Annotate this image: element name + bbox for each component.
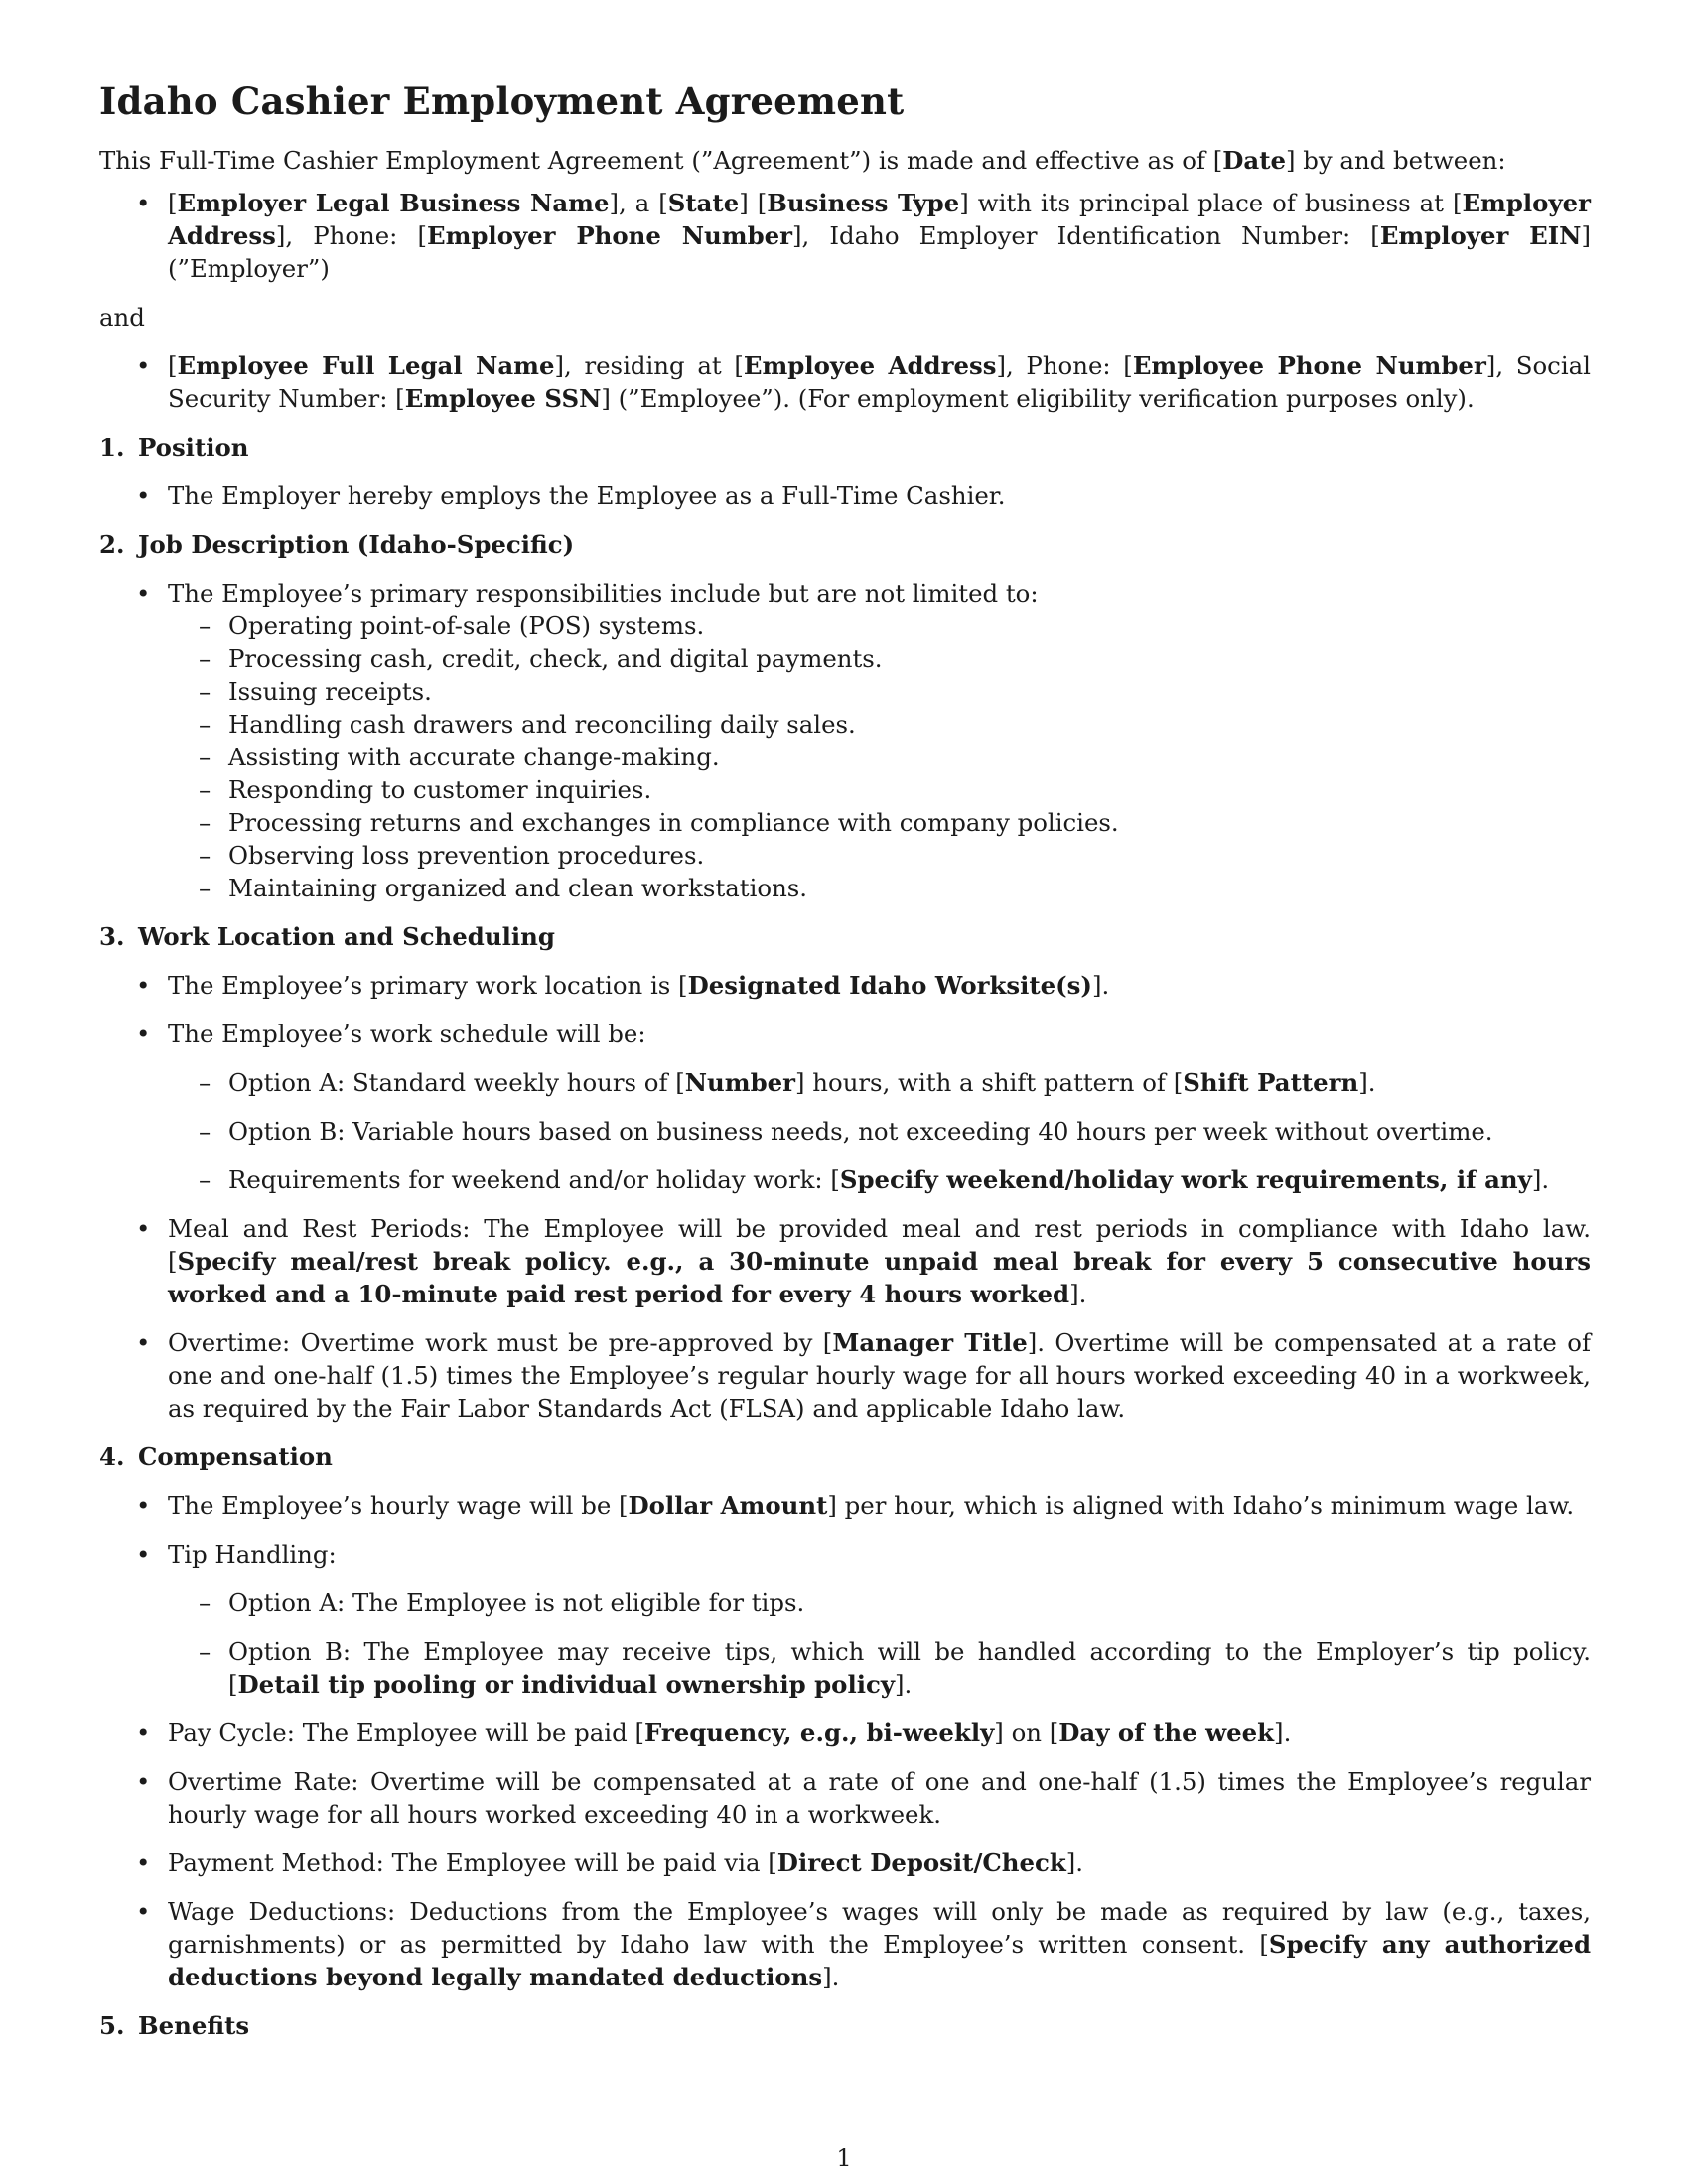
hours-placeholder: Number [684, 1068, 796, 1097]
section-heading-position [99, 431, 1591, 464]
schedule-lead: The Employee’s work schedule will be: [168, 1020, 646, 1048]
text: The Employee’s primary work location is [ [168, 971, 688, 1000]
employee-address-placeholder: Employee Address [743, 351, 997, 380]
shift-pattern-placeholder: Shift Pattern [1183, 1068, 1359, 1097]
text: ], a [ [609, 189, 668, 217]
section-title: Benefits [138, 2011, 250, 2040]
text: Wage Deductions: Deductions from the Employee’s wages will only be made as required by law (e.g., taxes, garnishments) or as permitted by Idaho law with the Employee’s written consent. [ [168, 1897, 1591, 1959]
section-title: Work Location and Scheduling [138, 922, 555, 951]
deductions-placeholder: Specify any authorized deductions beyond legally mandated deductions [168, 1930, 1592, 1991]
list-item [168, 1846, 1591, 1879]
text: Overtime: Overtime work must be pre-approved by [ [168, 1328, 833, 1357]
text: Requirements for weekend and/or holiday work: [ [228, 1165, 840, 1194]
section-title: Position [138, 433, 249, 462]
text: ] with its principal place of business at [ [959, 189, 1463, 217]
section-number: 1. [99, 433, 125, 462]
list-item [168, 1895, 1591, 1993]
text: ]. Overtime will be compensated at a rate of one and one-half (1.5) times the Employee’s regular hourly wage for all hours worked exceeding 40 in a workweek, as required by the Fair Labor Standards Act (FLSA) and applicable Idaho law. [168, 1328, 1591, 1423]
employer-address-placeholder: Employer Address [168, 189, 1591, 250]
section-heading-work-location [99, 920, 1591, 953]
list-item [168, 969, 1591, 1002]
tip-options-list [168, 1586, 1591, 1701]
list-item: – Maintaining organized and clean workstations. [228, 872, 1591, 904]
list-item: – Processing cash, credit, check, and digital payments. [228, 642, 1591, 675]
tip-handling-lead: Tip Handling: [168, 1540, 337, 1569]
list-item: – Responding to customer inquiries. [228, 773, 1591, 806]
section-number: 3. [99, 922, 125, 951]
text: ], Phone: [ [275, 221, 427, 250]
text: ]. [1069, 1280, 1087, 1308]
text: ] (”Employee”). (For employment eligibility verification purposes only). [601, 384, 1475, 413]
list-item [168, 577, 1591, 904]
text: ]. [1358, 1068, 1376, 1097]
pay-day-placeholder: Day of the week [1058, 1718, 1275, 1747]
section-title: Compensation [138, 1442, 333, 1471]
list-item [168, 1716, 1591, 1749]
section-title: Job Description (Idaho-Specific) [138, 530, 575, 559]
employee-name-placeholder: Employee Full Legal Name [177, 351, 555, 380]
schedule-options-list [168, 1066, 1591, 1196]
text: ]. [822, 1963, 840, 1991]
dollar-amount-placeholder: Dollar Amount [628, 1491, 828, 1520]
employer-phone-placeholder: Employer Phone Number [426, 221, 792, 250]
text: [ [168, 351, 178, 380]
list-item: – Issuing receipts. [228, 675, 1591, 708]
text: ]. [1065, 1848, 1084, 1877]
employer-list [99, 187, 1591, 285]
list-item [168, 1212, 1591, 1310]
text: ]. [895, 1670, 913, 1699]
section-heading-benefits [99, 2009, 1591, 2042]
employee-item [168, 349, 1591, 415]
intro-paragraph [99, 144, 1591, 177]
list-item: • The Employer hereby employs the Employee as a Full-Time Cashier. [168, 479, 1591, 512]
text: ]. [1531, 1165, 1550, 1194]
text: Payment Method: The Employee will be paid via [ [168, 1848, 777, 1877]
tip-policy-placeholder: Detail tip pooling or individual ownership policy [237, 1670, 896, 1699]
list-item: – Operating point-of-sale (POS) systems. [228, 610, 1591, 642]
pay-frequency-placeholder: Frequency, e.g., bi-weekly [643, 1718, 995, 1747]
text: ] per hour, which is aligned with Idaho’s minimum wage law. [827, 1491, 1575, 1520]
list-item: – Handling cash drawers and reconciling daily sales. [228, 708, 1591, 741]
list-item: • Overtime Rate: Overtime will be compensated at a rate of one and one-half (1.5) times the Employee’s regular hourly wage for all hours worked exceeding 40 in a workweek. [168, 1765, 1591, 1831]
work-location-list [99, 969, 1591, 1425]
responsibilities-lead: The Employee’s primary responsibilities include but are not limited to: [168, 579, 1039, 608]
list-item [168, 1018, 1591, 1196]
and-text: and [99, 303, 145, 332]
section-number: 5. [99, 2011, 125, 2040]
text: ], Phone: [ [996, 351, 1133, 380]
text: Pay Cycle: The Employee will be paid [ [168, 1718, 644, 1747]
text: [ [168, 189, 178, 217]
meal-rest-placeholder: Specify meal/rest break policy. e.g., a 30-minute unpaid meal break for every 5 consecutive hours worked and a 10-minute paid rest period for every 4 hours worked [168, 1247, 1591, 1308]
list-item: – Option A: The Employee is not eligible for tips. [228, 1586, 1591, 1619]
date-placeholder: Date [1222, 146, 1287, 175]
text: The Employee’s hourly wage will be [ [168, 1491, 629, 1520]
worksite-placeholder: Designated Idaho Worksite(s) [687, 971, 1092, 1000]
text: ]. [1274, 1718, 1292, 1747]
list-item [168, 1489, 1591, 1522]
text: ], residing at [ [554, 351, 744, 380]
list-item: – Option B: Variable hours based on business needs, not exceeding 40 hours per week without overtime. [228, 1115, 1591, 1148]
intro-text: This Full-Time Cashier Employment Agreement (”Agreement”) is made and effective as of [ [99, 146, 1223, 175]
text: Option A: Standard weekly hours of [ [228, 1068, 685, 1097]
section-heading-compensation [99, 1440, 1591, 1473]
list-item [228, 1066, 1591, 1099]
section-number: 4. [99, 1442, 125, 1471]
job-description-list [99, 577, 1591, 904]
employer-ein-placeholder: Employer EIN [1379, 221, 1582, 250]
payment-method-placeholder: Direct Deposit/Check [776, 1848, 1066, 1877]
compensation-list [99, 1489, 1591, 1993]
list-item: – Processing returns and exchanges in compliance with company policies. [228, 806, 1591, 839]
intro-text-end: ] by and between: [1286, 146, 1506, 175]
list-item [228, 1635, 1591, 1701]
text: ] hours, with a shift pattern of [ [795, 1068, 1184, 1097]
document-page [99, 79, 1592, 2058]
text: Meal and Rest Periods: The Employee will be provided meal and rest periods in compliance with Idaho law. [ [168, 1214, 1591, 1276]
text: ] [ [739, 189, 768, 217]
state-placeholder: State [667, 189, 740, 217]
text: ], Social Security Number: [ [168, 351, 1591, 413]
weekend-holiday-placeholder: Specify weekend/holiday work requirements, if any [839, 1165, 1532, 1194]
list-item: – Assisting with accurate change-making. [228, 741, 1591, 773]
manager-title-placeholder: Manager Title [832, 1328, 1028, 1357]
employee-ssn-placeholder: Employee SSN [404, 384, 602, 413]
position-list [99, 479, 1591, 512]
text: ] on [ [994, 1718, 1059, 1747]
text: ]. [1091, 971, 1110, 1000]
employee-list [99, 349, 1591, 415]
employee-phone-placeholder: Employee Phone Number [1132, 351, 1486, 380]
text: Option B: The Employee may receive tips, which will be handled according to the Employer’s tip policy. [ [228, 1637, 1591, 1699]
responsibilities-list [168, 610, 1591, 904]
list-item [228, 1163, 1591, 1196]
text: ] (”Employer”) [168, 221, 1591, 283]
business-type-placeholder: Business Type [767, 189, 960, 217]
employer-name-placeholder: Employer Legal Business Name [177, 189, 610, 217]
list-item: – Observing loss prevention procedures. [228, 839, 1591, 872]
section-number: 2. [99, 530, 125, 559]
employer-item [168, 187, 1591, 285]
text: ], Idaho Employer Identification Number: [ [792, 221, 1380, 250]
list-item [168, 1538, 1591, 1701]
page-number: 1 [836, 2144, 852, 2172]
list-item [168, 1326, 1591, 1425]
document-title: Idaho Cashier Employment Agreement [99, 79, 905, 123]
section-heading-job-description [99, 528, 1591, 561]
